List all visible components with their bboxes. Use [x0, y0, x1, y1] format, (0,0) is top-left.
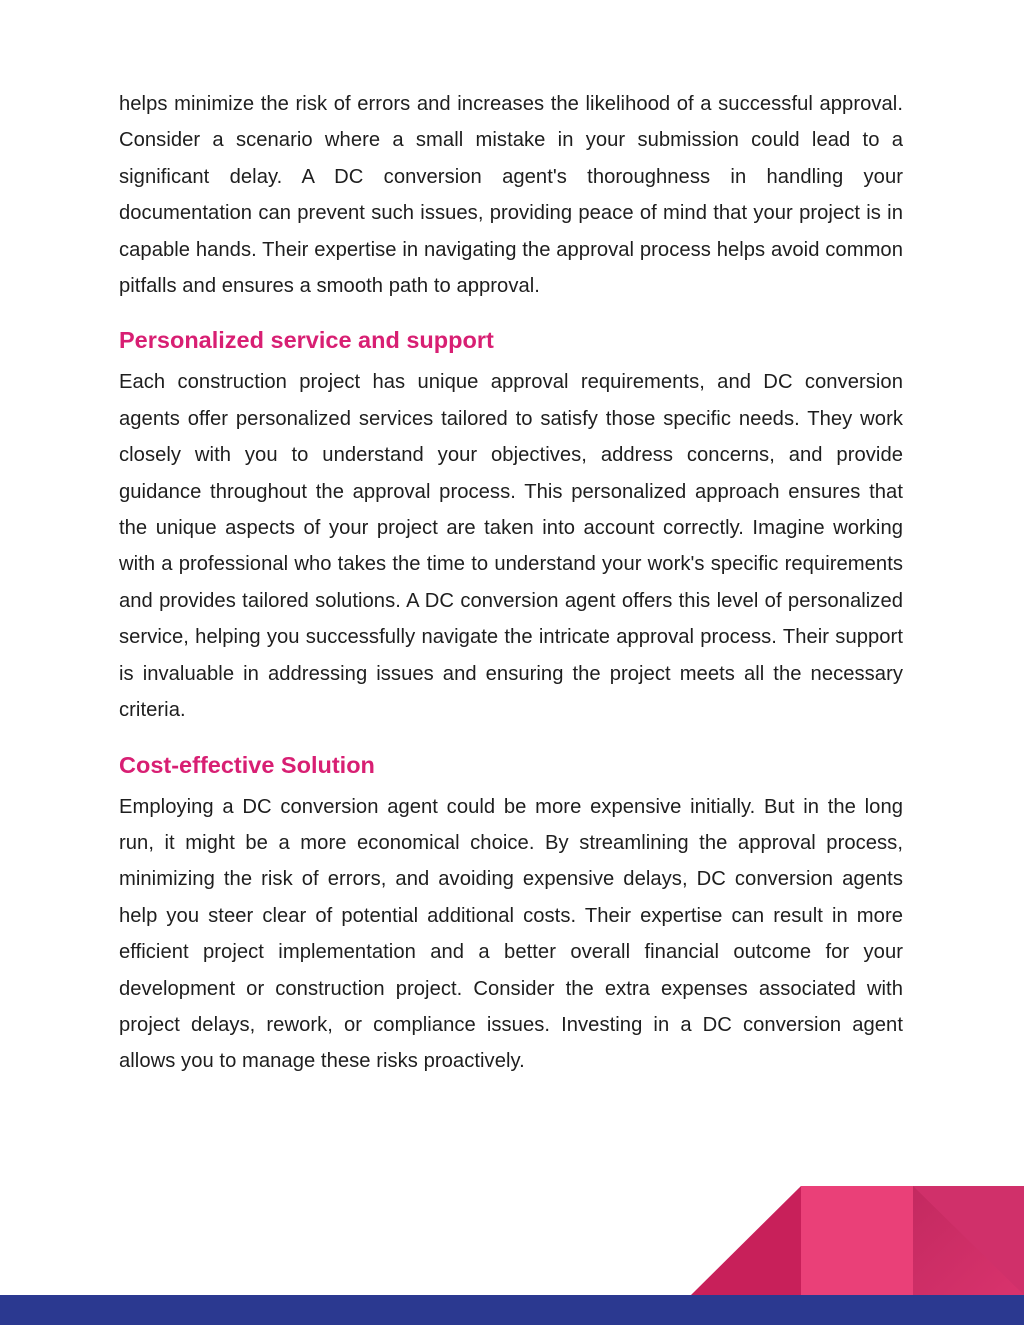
decor-square-right: [913, 1186, 1024, 1295]
decor-square-middle: [801, 1186, 913, 1295]
decor-fold-shadow: [913, 1186, 1024, 1295]
section-heading-personalized-service: Personalized service and support: [119, 327, 494, 354]
footer-bar: [0, 1295, 1024, 1325]
decor-triangle-left: [691, 1186, 801, 1295]
section-body-personalized-service: Each construction project has unique approval requirements, and DC conversion agents offer personalized services tailored to satisfy those specific needs. They work closely with you to understand your objectives, address concerns, and provide guidance throughout the approval process. This personalized approach ensures that the unique aspects of your project are taken into account correctly. Imagine working with a professional who takes the time to understand your work's specific requirements and provides tailored solutions. A DC conversion agent offers this level of personalized service, helping you successfully navigate the intricate approval process. Their support is invaluable in addressing issues and ensuring the project meets all the necessary criteria.: [119, 371, 903, 722]
page-content: [119, 86, 903, 1080]
section-heading-cost-effective: Cost-effective Solution: [119, 751, 375, 778]
section-body-cost-effective: Employing a DC conversion agent could be more expensive initially. But in the long run, it might be a more economical choice. By streamlining the approval process, minimizing the risk of errors, and avoiding expensive delays, DC conversion agents help you steer clear of potential additional costs. Their expertise can result in more efficient project implementation and a better overall financial outcome for your development or construction project. Consider the extra expenses associated with project delays, rework, or compliance issues. Investing in a DC conversion agent allows you to manage these risks proactively.: [119, 795, 903, 1073]
intro-paragraph: helps minimize the risk of errors and increases the likelihood of a successful approval. Consider a scenario where a small mistake in your submission could lead to a significant delay. A DC conversion agent's thoroughness in handling your documentation can prevent such issues, providing peace of mind that your project is in capable hands. Their expertise in navigating the approval process helps avoid common pitfalls and ensures a smooth path to approval.: [119, 93, 903, 298]
